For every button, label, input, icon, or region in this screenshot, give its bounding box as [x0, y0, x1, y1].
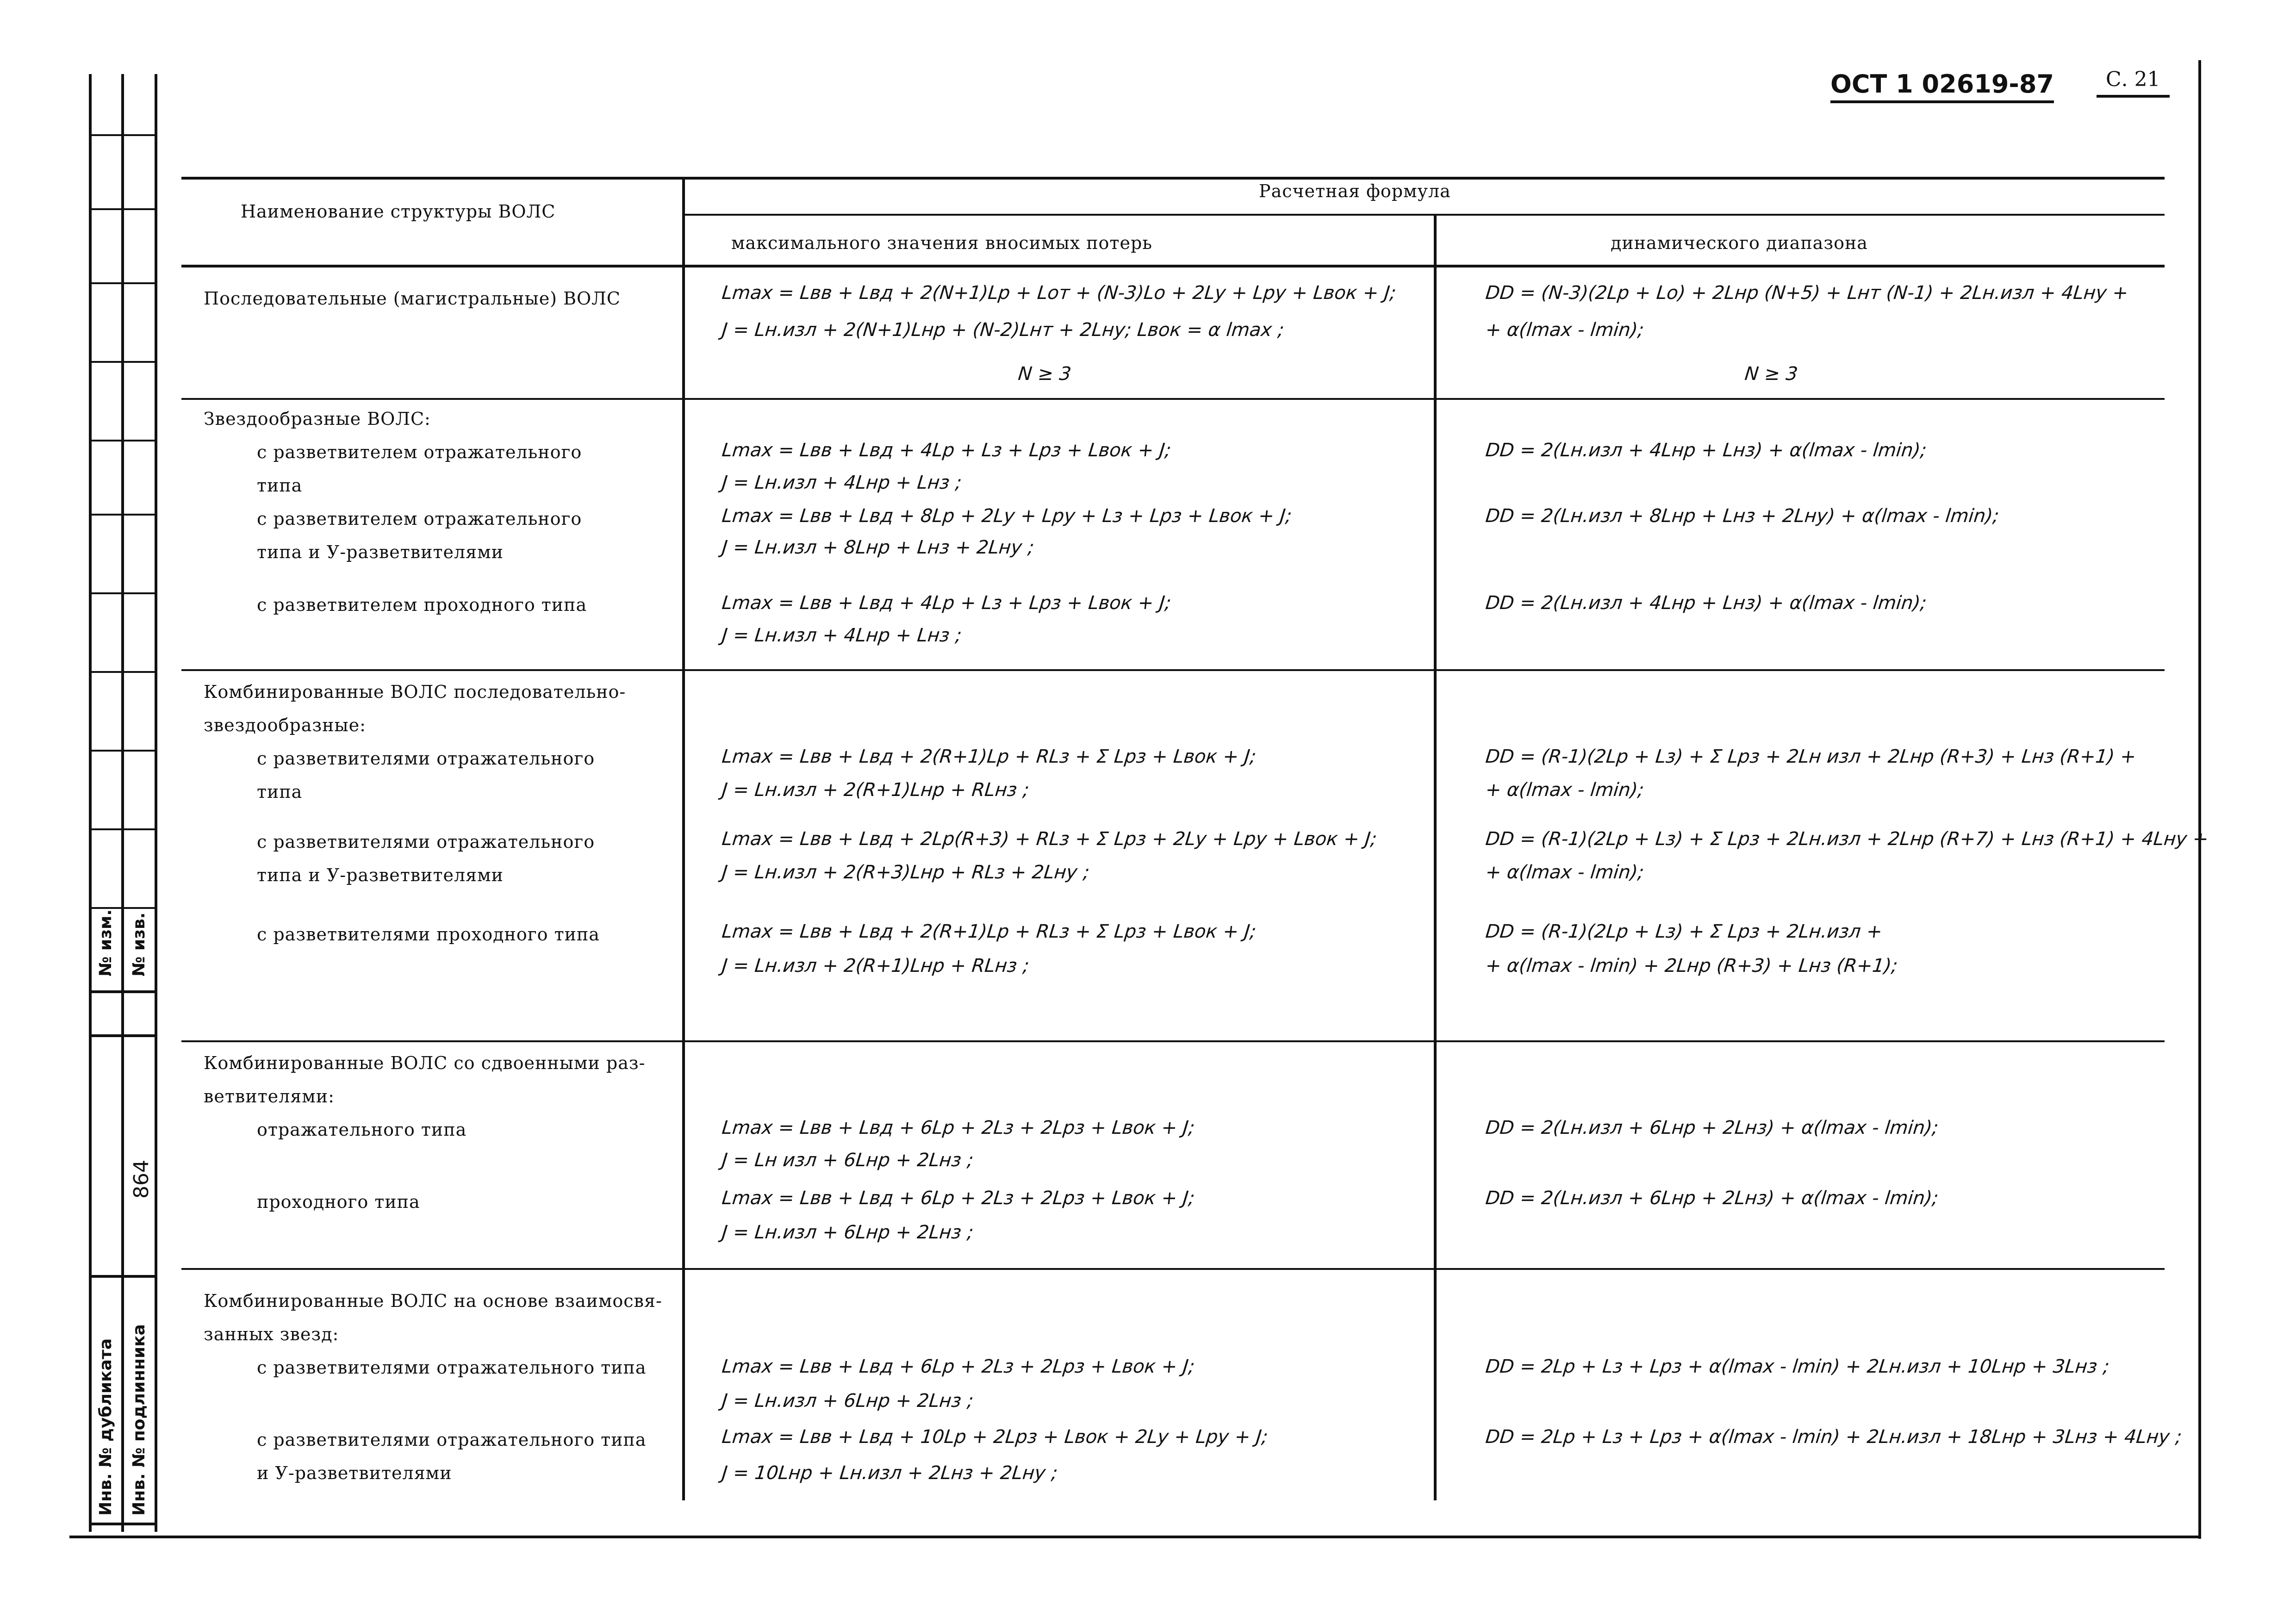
formula-range: DD = 2Lр + Lз + Lрз + α(lmax - lmin) + 2Lн.изл + 18Lнр + 3Lнз + 4Lну ;	[1484, 1426, 2183, 1448]
strip-line	[121, 74, 124, 1532]
notice-no-label: № изв.	[130, 912, 149, 976]
strip-line	[89, 750, 156, 752]
structure-subitem: с разветвителями отражательного типа	[257, 1430, 647, 1450]
formula-loss: J = Lн.изл + 4Lнр + Lнз ;	[721, 625, 963, 646]
column-header-structure: Наименование структуры ВОЛС	[241, 201, 556, 222]
structure-subitem: с разветвителем проходного типа	[257, 595, 587, 615]
table-rule	[1434, 214, 1437, 1500]
frame-right	[2198, 60, 2201, 1539]
formula-range: DD = (R-1)(2Lр + Lз) + Σ Lрз + 2Lн изл + 2Lнр (R+3) + Lнз (R+1) +	[1484, 746, 2137, 767]
strip-line	[89, 907, 156, 909]
strip-line	[89, 74, 92, 1532]
structure-name: Звездообразные ВОЛС:	[204, 409, 431, 429]
structure-subitem: типа и У-разветвителями	[257, 865, 504, 885]
structure-subitem: с разветвителями отражательного	[257, 748, 595, 769]
structure-name: Последовательные (магистральные) ВОЛС	[204, 288, 621, 309]
formula-range: + α(lmax - lmin);	[1484, 779, 1645, 801]
formula-loss: J = Lн.изл + 4Lнр + Lнз ;	[721, 472, 963, 493]
formula-loss: J = Lн изл + 6Lнр + 2Lнз ;	[721, 1150, 975, 1171]
formula-loss: Lmax = Lвв + Lвд + 2Lр(R+3) + RLз + Σ Lрз + 2Lу + Lру + Lвок + J;	[721, 828, 1378, 850]
strip-line	[89, 1275, 156, 1278]
structure-subitem: с разветвителями отражательного	[257, 832, 595, 852]
formula-range: + α(lmax - lmin);	[1484, 862, 1645, 883]
strip-line	[89, 282, 156, 284]
formula-range: DD = (R-1)(2Lр + Lз) + Σ Lрз + 2Lн.изл +	[1484, 921, 1884, 942]
table-rule	[181, 398, 2165, 400]
structure-name: звездообразные:	[204, 715, 366, 735]
formula-range: DD = 2(Lн.изл + 4Lнр + Lнз) + α(lmax - lmin);	[1484, 440, 1928, 461]
formula-range: DD = 2(Lн.изл + 4Lнр + Lнз) + α(lmax - lmin);	[1484, 592, 1928, 614]
duplicate-inventory-label: Инв. № дубликата	[96, 1338, 115, 1516]
strip-line	[89, 671, 156, 673]
formula-range: + α(lmax - lmin);	[1484, 319, 1645, 341]
table-rule	[684, 214, 2165, 216]
formula-loss: Lmax = Lвв + Lвд + 10Lр + 2Lрз + Lвок + 2Lу + Lру + J;	[721, 1426, 1269, 1448]
formula-loss: Lmax = Lвв + Lвд + 8Lр + 2Lу + Lру + Lз + Lрз + Lвок + J;	[721, 505, 1293, 527]
structure-name: Комбинированные ВОЛС со сдвоенными раз-	[204, 1053, 646, 1073]
formula-range: + α(lmax - lmin) + 2Lнр (R+3) + Lнз (R+1);	[1484, 955, 1899, 976]
formula-loss: J = Lн.изл + 2(R+1)Lнр + RLнз ;	[721, 779, 1030, 801]
structure-subitem: типа и У-разветвителями	[257, 542, 504, 562]
formula-loss: J = Lн.изл + 2(N+1)Lнр + (N-2)Lнт + 2Lну; Lвок = α lmax ;	[721, 319, 1285, 341]
structure-name: занных звезд:	[204, 1324, 339, 1344]
formula-range: DD = 2(Lн.изл + 8Lнр + Lнз + 2Lну) + α(lmax - lmin);	[1484, 505, 2000, 527]
structure-subitem: с разветвителями проходного типа	[257, 924, 600, 945]
table-rule	[682, 177, 685, 1500]
formula-range: DD = 2(Lн.изл + 6Lнр + 2Lнз) + α(lmax - lmin);	[1484, 1117, 1940, 1138]
table-rule	[181, 177, 2165, 180]
formula-range: DD = (N-3)(2Lр + Lо) + 2Lнр (N+5) + Lнт (N-1) + 2Lн.изл + 4Lну +	[1484, 282, 2129, 304]
column-header-formula: Расчетная формула	[1259, 181, 1451, 201]
inventory-number: 864	[130, 1160, 153, 1199]
strip-line	[89, 592, 156, 594]
structure-subitem: и У-разветвителями	[257, 1463, 452, 1483]
formula-condition: N ≥ 3	[1017, 363, 1072, 385]
formula-condition: N ≥ 3	[1743, 363, 1799, 385]
structure-name: Комбинированные ВОЛС последовательно-	[204, 682, 626, 702]
formula-loss: J = Lн.изл + 2(R+1)Lнр + RLнз ;	[721, 955, 1030, 976]
edit-no-label: № изм.	[96, 909, 115, 976]
page-number: С. 21	[2097, 68, 2170, 98]
strip-line	[89, 134, 156, 136]
formula-range: DD = (R-1)(2Lр + Lз) + Σ Lрз + 2Lн.изл + 2Lнр (R+7) + Lнз (R+1) + 4Lну +	[1484, 828, 2209, 850]
strip-line	[89, 361, 156, 363]
structure-subitem: типа	[257, 782, 303, 802]
strip-line	[89, 1523, 156, 1525]
column-header-dynamic-range: динамического диапазона	[1611, 233, 1868, 253]
structure-subitem: с разветвителем отражательного	[257, 509, 582, 529]
formula-loss: Lmax = Lвв + Lвд + 4Lр + Lз + Lрз + Lвок + J;	[721, 440, 1172, 461]
formula-loss: Lmax = Lвв + Lвд + 2(R+1)Lр + RLз + Σ Lрз + Lвок + J;	[721, 746, 1257, 767]
table-rule	[181, 1040, 2165, 1042]
formula-loss: J = Lн.изл + 6Lнр + 2Lнз ;	[721, 1390, 975, 1412]
strip-line	[89, 828, 156, 830]
formula-loss: Lmax = Lвв + Lвд + 4Lр + Lз + Lрз + Lвок + J;	[721, 592, 1172, 614]
original-inventory-label: Инв. № подлинника	[130, 1324, 149, 1516]
structure-subitem: отражательного типа	[257, 1119, 467, 1140]
strip-line	[155, 74, 157, 1532]
formula-range: DD = 2Lр + Lз + Lрз + α(lmax - lmin) + 2Lн.изл + 10Lнр + 3Lнз ;	[1484, 1356, 2111, 1377]
frame-bottom	[69, 1536, 2201, 1538]
formula-loss: Lmax = Lвв + Lвд + 2(N+1)Lр + Lот + (N-3)Lо + 2Lу + Lру + Lвок + J;	[721, 282, 1397, 304]
strip-line	[89, 514, 156, 516]
formula-loss: Lmax = Lвв + Lвд + 6Lр + 2Lз + 2Lрз + Lвок + J;	[721, 1117, 1196, 1138]
table-rule	[181, 1268, 2165, 1270]
structure-subitem: проходного типа	[257, 1192, 420, 1212]
strip-line	[89, 208, 156, 210]
column-header-loss: максимального значения вносимых потерь	[731, 233, 1152, 253]
strip-line	[89, 440, 156, 442]
table-rule	[181, 265, 2165, 267]
strip-line	[89, 990, 156, 993]
formula-loss: J = Lн.изл + 2(R+3)Lнр + RLз + 2Lну ;	[721, 862, 1091, 883]
table-rule	[181, 669, 2165, 671]
strip-line	[89, 1034, 156, 1037]
formula-loss: Lmax = Lвв + Lвд + 6Lр + 2Lз + 2Lрз + Lвок + J;	[721, 1356, 1196, 1377]
formula-loss: Lmax = Lвв + Lвд + 6Lр + 2Lз + 2Lрз + Lвок + J;	[721, 1188, 1196, 1209]
formula-loss: J = Lн.изл + 8Lнр + Lнз + 2Lну ;	[721, 537, 1035, 558]
document-code: ОСТ 1 02619-87	[1830, 69, 2054, 103]
structure-name: ветвителями:	[204, 1086, 335, 1107]
structure-name: Комбинированные ВОЛС на основе взаимосвя-	[204, 1291, 662, 1311]
structure-subitem: с разветвителями отражательного типа	[257, 1357, 647, 1378]
formula-loss: J = 10Lнр + Lн.изл + 2Lнз + 2Lну ;	[721, 1462, 1059, 1484]
structure-subitem: с разветвителем отражательного	[257, 442, 582, 462]
formula-range: DD = 2(Lн.изл + 6Lнр + 2Lнз) + α(lmax - lmin);	[1484, 1188, 1940, 1209]
structure-subitem: типа	[257, 475, 303, 496]
formula-loss: J = Lн.изл + 6Lнр + 2Lнз ;	[721, 1222, 975, 1243]
formula-loss: Lmax = Lвв + Lвд + 2(R+1)Lр + RLз + Σ Lрз + Lвок + J;	[721, 921, 1257, 942]
